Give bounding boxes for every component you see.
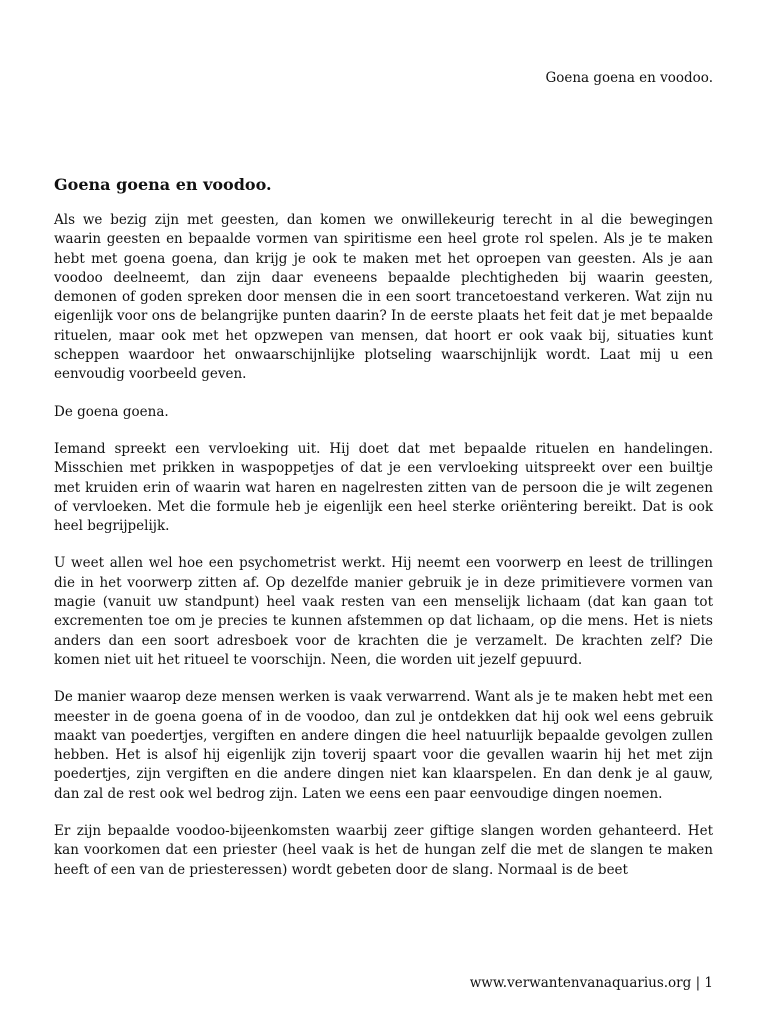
section-label-goena-goena: De goena goena.: [54, 403, 169, 420]
running-header-title: Goena goena en voodoo.: [545, 70, 713, 86]
paragraph-werkwijze: De manier waarop deze mensen werken is vaak verwarrend. Want als je te maken hebt met een meester in de goena goena of in de voodoo, dan zul je ontdekken dat hij ook wel eens gebruik maakt van poedertjes, vergiften en andere dingen die heel natuurlijk bepaalde gevolgen zullen hebben. Het is alsof hij eigenlijk zijn toverij spaart voor die gevallen waarin hij het met zijn poedertjes, zijn vergiften en die andere dingen niet kan klaarspelen. En dan denk je al gauw, dan zal de rest ook wel bedrog zijn. Laten we eens een paar eenvoudige dingen noemen.: [54, 689, 713, 802]
page-footer: www.verwantenvanaquarius.org | 1: [469, 975, 713, 991]
paragraph-psychometrist: U weet allen wel hoe een psychometrist werkt. Hij neemt een voorwerp en leest de trillingen die in het voorwerp zitten af. Op dezelfde manier gebruik je in deze primitievere vormen van magie (vanuit uw standpunt) heel vaak resten van een menselijk lichaam (dat kan gaan tot excrementen toe om je precies te kunnen afstemmen op dat lichaam, op die mens. Het is niets anders dan een soort adresboek voor de krachten die je verzamelt. De krachten zelf? Die komen niet uit het ritueel te voorschijn. Neen, die worden uit jezelf gepuurd.: [54, 555, 713, 668]
article-title: Goena goena en voodoo.: [54, 175, 272, 194]
paragraph-vervloeking: Iemand spreekt een vervloeking uit. Hij doet dat met bepaalde rituelen en handelingen. Misschien met prikken in waspoppetjes of dat je een vervloeking uitspreekt over een builtje met kruiden erin of waarin wat haren en nagelresten zitten van de persoon die je wilt zegenen of vervloeken. Met die formule heb je eigenlijk een heel sterke oriëntering bereikt. Dat is ook heel begrijpelijk.: [54, 440, 713, 535]
paragraph-intro: Als we bezig zijn met geesten, dan komen we onwillekeurig terecht in al die bewegingen waarin geesten en bepaalde vormen van spiritisme een heel grote rol spelen. Als je te maken hebt met goena goena, dan krijg je ook te maken met het oproepen van geesten. Als je aan voodoo deelneemt, dan zijn daar eveneens bepaalde plechtigheden bij waarin geesten, demonen of goden spreken door mensen die in een soort trancetoestand verkeren. Wat zijn nu eigenlijk voor ons de belangrijke punten daarin? In de eerste plaats het feit dat je met bepaalde rituelen, maar ook met het opzwepen van mensen, dat hoort er ook vaak bij, situaties kunt scheppen waardoor het onwaarschijnlijke plotseling waarschijnlijk wordt. Laat mij u een eenvoudig voorbeeld geven.: [54, 212, 713, 383]
article-body: [54, 174, 713, 898]
paragraph-slangen: Er zijn bepaalde voodoo-bijeenkomsten waarbij zeer giftige slangen worden gehanteerd. Het kan voorkomen dat een priester (heel vaak is het de hungan zelf die met de slangen te maken heeft of een van de priesteressen) wordt gebeten door de slang. Normaal is de beet: [54, 823, 713, 878]
